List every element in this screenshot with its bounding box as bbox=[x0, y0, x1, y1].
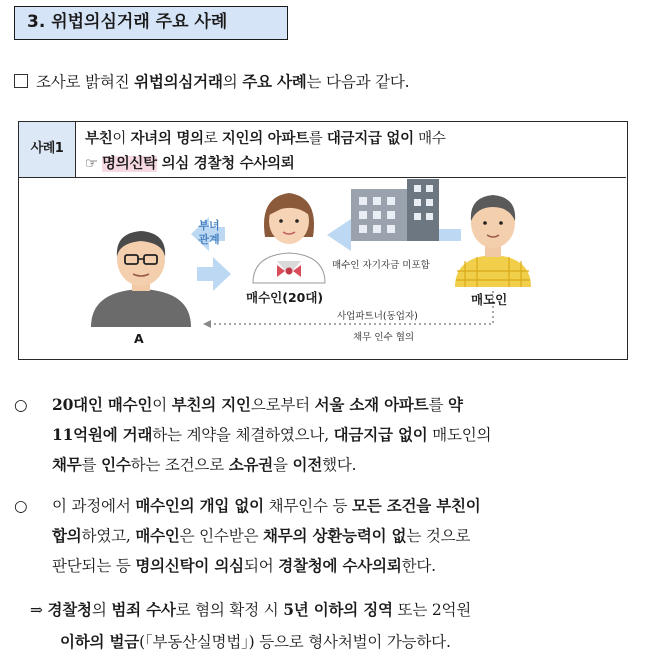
building-icon bbox=[351, 179, 439, 241]
circle-bullet-icon: ○ bbox=[14, 497, 28, 515]
case-result: ☞ 명의신탁 의심 경찰청 수사의뢰 bbox=[85, 156, 295, 172]
business-partner-label: 사업파트너(동업자) bbox=[337, 311, 418, 322]
circle-bullet-icon: ○ bbox=[14, 396, 28, 414]
person-a-icon bbox=[91, 231, 191, 327]
seller-label: 매도인 bbox=[471, 292, 508, 307]
buyer-label: 매수인(20대) bbox=[246, 290, 324, 305]
conclusion: ⇒ 경찰청의 범죄 수사로 혐의 확정 시 5년 이하의 징역 또는 2억원 이하의 벌금(「부동산실명법」) 등으로 형사처벌이 가능하다. bbox=[30, 600, 472, 651]
bullet-point-1: ○ 20대인 매수인이 부친의 지인으로부터 서울 소재 아파트를 약 11억원에 거래하는 계약을 체결하였으나, 대금지급 없이 매도인의 채무를 인수하는 조건으로 소유권을 이전했다. bbox=[14, 390, 491, 480]
case-summary: 부친이 자녀의 명의로 지인의 아파트를 대금지급 없이 매수 bbox=[85, 131, 446, 147]
case-header bbox=[19, 122, 626, 178]
no-own-fund-label: 매수인 자기자금 미포함 bbox=[332, 260, 430, 271]
case-label: 사례1 bbox=[19, 122, 76, 177]
case-box bbox=[18, 121, 628, 360]
debt-assumption-label: 채무 인수 협의 bbox=[353, 332, 415, 343]
section-title: 3. 위법의심거래 주요 사례 bbox=[14, 6, 288, 40]
relation-label: 부녀 관계 bbox=[198, 219, 220, 246]
person-a-label: A bbox=[134, 331, 144, 346]
checkbox-icon bbox=[14, 74, 28, 88]
pointing-hand-icon: ☞ bbox=[85, 156, 103, 172]
implies-arrow-icon: ⇒ bbox=[30, 601, 48, 619]
case-illustration bbox=[19, 179, 626, 359]
buyer-icon bbox=[253, 193, 325, 283]
intro-text: 조사로 밝혀진 위법의심거래의 주요 사례는 다음과 같다. bbox=[14, 70, 409, 92]
seller-icon bbox=[455, 195, 531, 287]
bullet-point-2: ○ 이 과정에서 매수인의 개입 없이 채무인수 등 모든 조건을 부친이 합의하였고, 매수인은 인수받은 채무의 상환능력이 없는 것으로 판단되는 등 명의신탁이 의심되어 경찰청에 수사의뢰한다. bbox=[14, 491, 481, 581]
